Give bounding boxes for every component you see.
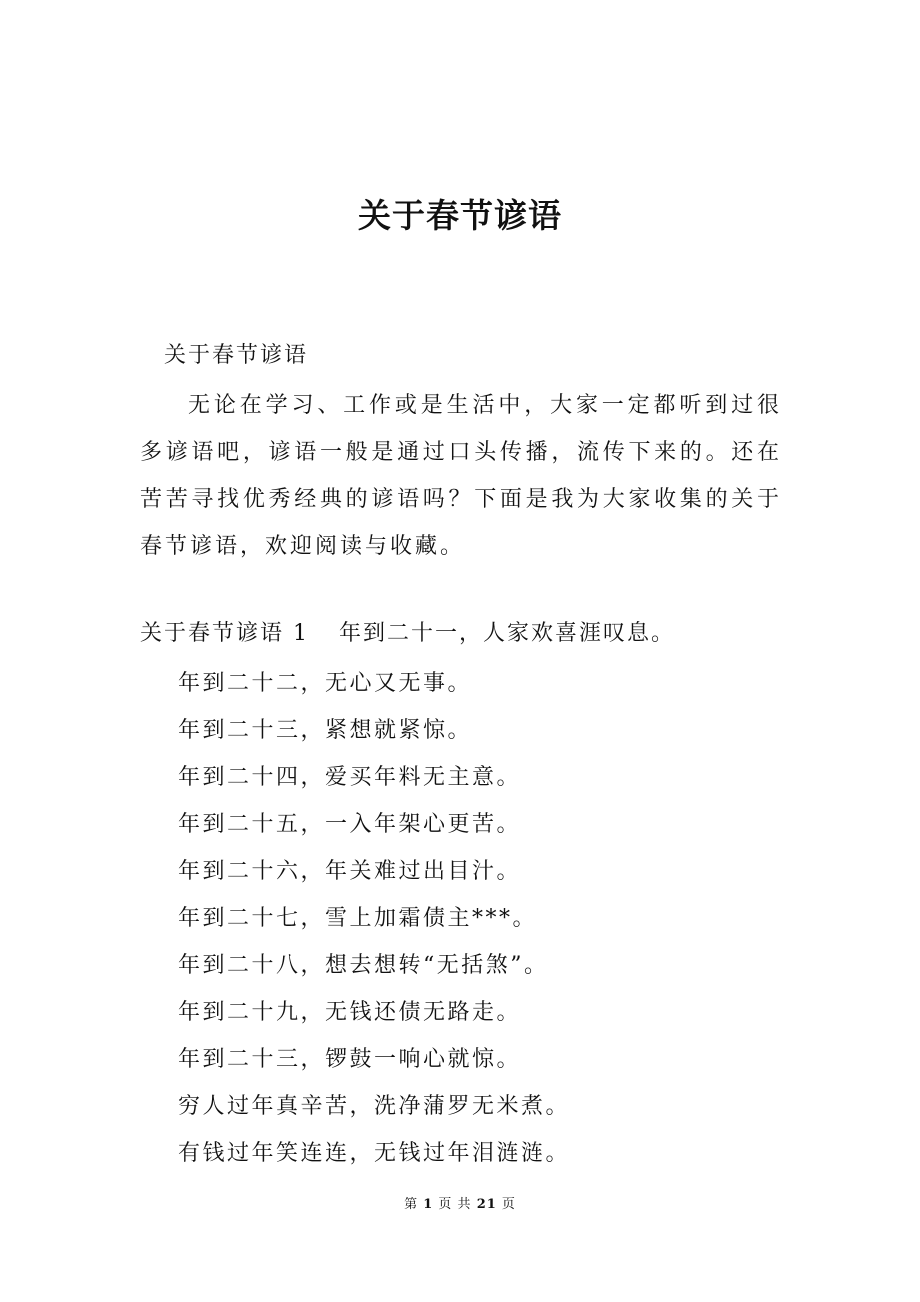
saying-line: 年到二十五，一入年架心更苦。 xyxy=(178,812,522,837)
total-pages-number: 21 xyxy=(476,1197,497,1212)
saying-line: 穷人过年真辛苦，洗净蒲罗无米煮。 xyxy=(178,1094,571,1119)
saying-line: 有钱过年笑连连，无钱过年泪涟涟。 xyxy=(178,1141,571,1166)
intro-paragraph: 无论在学习、工作或是生活中，大家一定都听到过很多谚语吧，谚语一般是通过口头传播，流传下来的。还在苦苦寻找优秀经典的谚语吗？下面是我为大家收集的关于春节谚语，欢迎阅读与收藏。 xyxy=(140,393,782,559)
saying-line: 年到二十二，无心又无事。 xyxy=(178,671,473,696)
page-footer xyxy=(0,1193,920,1212)
current-page-number: 1 xyxy=(423,1197,434,1212)
footer-suffix: 页 xyxy=(501,1197,516,1212)
sayings-list xyxy=(178,660,570,1177)
saying-line: 年到二十四，爱买年料无主意。 xyxy=(178,765,522,790)
saying-line: 年到二十七，雪上加霜债主***。 xyxy=(178,906,538,931)
saying-line: 年到二十八，想去想转“无括煞”。 xyxy=(178,953,549,978)
saying-line: 年到二十六，年关难过出目汁。 xyxy=(178,859,522,884)
saying-line: 年到二十九，无钱还债无路走。 xyxy=(178,1000,522,1025)
section-heading: 关于春节谚语 1 xyxy=(140,621,309,646)
section-heading-line xyxy=(140,616,675,647)
footer-middle: 页 共 xyxy=(438,1197,472,1212)
saying-line: 年到二十三，锣鼓一响心就惊。 xyxy=(178,1047,522,1072)
document-subtitle: 关于春节谚语 xyxy=(164,343,309,368)
saying-line: 年到二十三，紧想就紧惊。 xyxy=(178,718,473,743)
saying-line: 年到二十一，人家欢喜涯叹息。 xyxy=(339,621,676,646)
footer-prefix: 第 xyxy=(404,1197,419,1212)
page-title: 关于春节谚语 xyxy=(358,196,562,235)
